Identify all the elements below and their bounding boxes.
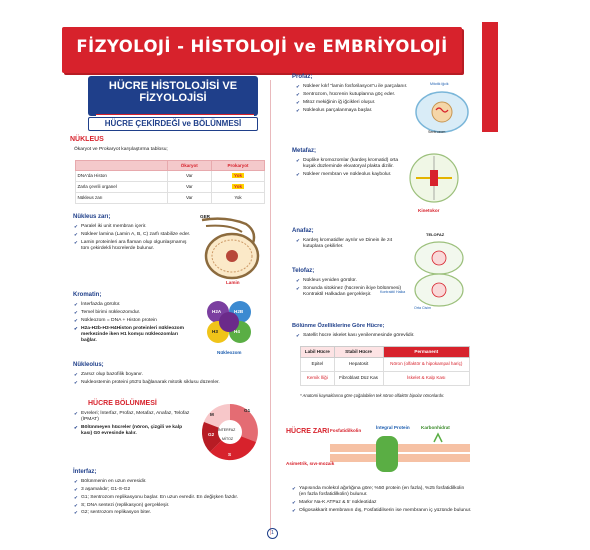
nucleus-shape [432, 102, 452, 122]
table-cell [212, 170, 265, 181]
histone-label: H2B [234, 309, 244, 314]
hucre-bolunmesi-heading: HÜCRE BÖLÜNMESİ [88, 400, 157, 407]
hucre-zari-list [292, 486, 472, 516]
list-item: ✔ Mitoz mekiğinin iğ iğcikleri oluşur. [296, 100, 408, 106]
footnote: * Anatomi kaynaklarına göre çoğalabilen tek nöron olfaktör bipolar nöronlardır. [300, 393, 445, 398]
list-item: ✔ Bölünmenin en uzun evresidir. [74, 479, 262, 485]
telofaz-fig-title: TELOFAZ [426, 232, 445, 237]
table-cell-highlight: Yok [234, 172, 242, 178]
table-cell: DNA'da Histon [76, 170, 168, 181]
telofaz-list [296, 278, 408, 300]
cycle-label-g1: G1 [244, 408, 251, 413]
chromosome-shape [430, 170, 438, 186]
list-item: ✔ Duplike kromozomlar (kardeş kromatid) orta kuşak düzleminde ekvatoryal plakta dizilir. [296, 158, 408, 171]
bolunme-ozellikleri-list [296, 333, 476, 341]
telofaz-heading: Telofaz; [292, 268, 315, 274]
nukleolus-list [74, 372, 262, 388]
telophase-figure [406, 238, 472, 308]
table-row [76, 170, 265, 181]
hucre-bolunmesi-list [74, 411, 190, 439]
cycle-label-g2: G2 [208, 432, 215, 437]
list-item: ✔ İnterfazda görülür. [74, 302, 194, 308]
list-item: ✔ H2a-H2b-H3-H4Histon proteinleri nükleozom merkezinde iken H1 komşu nükleozomları bağlar. [74, 326, 194, 345]
nucleosome-figure [200, 298, 266, 354]
metaphase-figure [406, 150, 462, 206]
profaz-list [296, 84, 408, 115]
side-tab-label: Fizyoloji - Histoloji ve Embriyoloji [584, 26, 590, 116]
list-item: ✔ Lamin proteinleri ara flaman olup olgunlaşmamış tüm çekirdekli hücrelerde bulunur. [74, 240, 192, 253]
cell-division-table [300, 346, 470, 386]
sentrozom-label: Sentrozom [428, 130, 446, 134]
phospholipid-layer [330, 454, 470, 462]
table-row [76, 192, 265, 203]
list-item: ✔ Markır Na-K ATPaz & 5' nükleotidaz [292, 500, 472, 506]
list-item: ✔ Sonunda sitokinez (hücrenin ikiye bölünmesi) Kontraktil Halkadan gerçekleşir. [296, 286, 408, 299]
prophase-figure [412, 88, 472, 136]
profaz-heading: Profaz; [292, 74, 313, 80]
table-cell: Var [167, 181, 211, 192]
orta-cisim-label: Orta Cisim [414, 306, 431, 310]
chapter-title-line1: HÜCRE HİSTOLOJİSİ VE [108, 80, 238, 92]
histone-label: H3 [212, 329, 218, 334]
metafaz-list [296, 158, 408, 180]
table-cell [212, 181, 265, 192]
table-header-cell [76, 161, 168, 171]
cycle-label-s: S [228, 452, 232, 457]
table-header-cell: Labil Hücre [301, 347, 335, 358]
carbohydrate-chain [434, 434, 442, 442]
header-banner [62, 27, 462, 73]
list-item: ✔ Paralel iki unit membran içerir. [74, 224, 192, 230]
kontraktil-halka-label: Kontraktil Halka [380, 290, 406, 294]
cycle-label-mitoz: MİTOZ [222, 437, 234, 441]
column-divider [270, 80, 271, 535]
nucleus-shape [432, 251, 446, 265]
table-cell: Nöron (olfaktör & hipokampal hariç) [383, 357, 469, 371]
nukleus-zari-list [74, 224, 192, 254]
table-cell: Var [167, 192, 211, 203]
table-cell: İskelet & Kalp Kası [383, 371, 469, 385]
table-cell: Nükleus zarı [76, 192, 168, 203]
list-item: ✔ 3 aşamalıdır; G1-S-G2 [74, 487, 262, 493]
table-header-cell: Permanent [383, 347, 469, 358]
table-row [301, 371, 470, 385]
list-item: ✔ Nükleolus parçalanmaya başlar. [296, 108, 408, 114]
asimetrik-label: Asimetrik, sıvı-mozaik [286, 461, 335, 466]
hucre-zari-heading: HÜCRE ZARI [286, 428, 330, 435]
chapter-title-line2: FİZYOLOJİSİ [139, 92, 207, 105]
list-item: ✔ S; DNA sentezi (replikasyon) gerçekleşir. [74, 503, 262, 509]
table-header-cell: Stabil Hücre [334, 347, 383, 358]
ger-membrane [206, 226, 242, 232]
nukleozom-label: Nükleozom [217, 350, 242, 355]
karbonhidrat-label: Karbonhidrat [421, 425, 450, 430]
phospholipid-layer [330, 444, 470, 452]
interfaz-list [74, 479, 262, 518]
anafaz-list [296, 238, 408, 252]
histone-label: H4 [234, 329, 240, 334]
histone-label: H2A [212, 309, 222, 314]
table-cell: Hepatosit [334, 357, 383, 371]
metafaz-heading: Metafaz; [292, 148, 317, 154]
chapter-title [88, 76, 258, 116]
nucleus-shape [432, 283, 446, 297]
list-item: ✔ Nukleostemin proteini p53'ü bağlanarak mitotik siklusu düzenler. [74, 380, 262, 386]
table-header-cell: Ökaryot [167, 161, 211, 171]
anafaz-heading: Anafaz; [292, 228, 314, 234]
ger-label: GER [200, 214, 210, 219]
list-item: ✔ Temel birimi nükleozomdur. [74, 310, 194, 316]
list-item: ✔ Nükleer membran ve nükleolus kaybolur. [296, 172, 408, 178]
chapter-subtitle: HÜCRE ÇEKİRDEĞİ ve BÖLÜNMESİ [88, 117, 258, 131]
list-item: ✔ Nükleozom = DNA + Histon protein [74, 318, 194, 324]
kromatin-heading: Kromatin; [73, 292, 102, 298]
page-number: 1 [267, 528, 278, 539]
list-item: ✔ Kardeş kromatidler ayrılır ve Dinein ile zıt kutuplara çekilirler. [296, 238, 408, 251]
list-item: ✔ G1; Sentrozom replikasyonu başlar. En uzun evredir. En değişken fazdır. [74, 495, 262, 501]
list-item: ✔ Yapısında molekül ağırlığına göre; %50 protein (en fazla), %25 fosfatidilkolin (en fazla fosfatidilkolin) bulunur. [292, 486, 472, 499]
table-row [76, 181, 265, 192]
list-item: ✔ Nükleer kılıf "lamin fosforilasyon"u ile parçalanır. [296, 84, 408, 90]
list-item: ✔ Oligosakkarit membranın dış, Fosfatidilserin ise membranın iç yüzünde bulunur. [292, 508, 472, 514]
table-header-cell: Prokaryot [212, 161, 265, 171]
list-item: ✔ G2; sentrozom replikasyon biter. [74, 510, 262, 516]
list-item: ✔ Nükleus yeniden görülür. [296, 278, 408, 284]
nukleus-zari-heading: Nükleus zarı; [73, 214, 111, 220]
table-header-row [76, 161, 265, 171]
interfaz-heading: İnterfaz; [73, 469, 97, 475]
table-cell: Var [167, 170, 211, 181]
lamin-label: Lamin [226, 280, 240, 285]
table-header-row [301, 347, 470, 358]
nukleolus-heading: Nükleolus; [73, 362, 104, 368]
nukleus-intro: Ökaryot ve Prokaryot karşılaştırma tablosu; [74, 147, 168, 152]
page-title: FİZYOLOJİ - HİSTOLOJİ ve EMBRİYOLOJİ [76, 37, 448, 56]
list-item: ✔ Zarsız olup bazofilik boyanır. [74, 372, 262, 378]
integral-protein-label: İntegral Protein [376, 425, 410, 430]
bolunme-ozellikleri-heading: Bölünme Özelliklerine Göre Hücre; [292, 323, 385, 329]
table-cell: Zarla çevrili organel [76, 181, 168, 192]
table-cell: Epitel [301, 357, 335, 371]
table-cell: Yok [212, 192, 265, 203]
integral-protein [376, 436, 398, 472]
table-row [301, 357, 470, 371]
cell-membrane-figure [330, 428, 470, 480]
fosfatidilkolin-label: Fosfatidilkolin [330, 428, 362, 433]
cycle-label-interfaz: İNTERFAZ [218, 428, 236, 432]
table-cell: Fibroblast Düz Kas [334, 371, 383, 385]
kinetokor-label: Kinetokor [418, 208, 440, 213]
eukaryote-prokaryote-table [75, 160, 265, 204]
list-item: ✔ Bölünmeyen hücreler (nöron, çizgili ve kalp kası) G0 evresinde kalır. [74, 425, 190, 438]
list-item: ✔ Satellit hücre iskelet kası yenilenmesinde görevlidir. [296, 333, 476, 339]
side-section-tab [482, 22, 590, 132]
cycle-label-m: M [210, 412, 214, 417]
nuclear-envelope-figure [196, 214, 268, 288]
list-item: ✔ Evreleri; İnterfaz, Profaz, Metafaz, Anafaz, Telofaz (İPMAT) [74, 411, 190, 424]
mitotik-igcik-label: Mitotik iğcik [430, 82, 449, 86]
nukleus-heading: NÜKLEUS [70, 136, 104, 143]
table-cell-highlight: Yok [234, 183, 242, 189]
list-item: ✔ Sentrozom, hücrenin kutuplarına göç eder. [296, 92, 408, 98]
kromatin-list [74, 302, 194, 346]
table-cell: Kemik İliği [301, 371, 335, 385]
list-item: ✔ Nükleer lamina (Lamin A, B, C) zarfı stabilize eder. [74, 232, 192, 238]
nucleolus-shape [226, 250, 238, 262]
